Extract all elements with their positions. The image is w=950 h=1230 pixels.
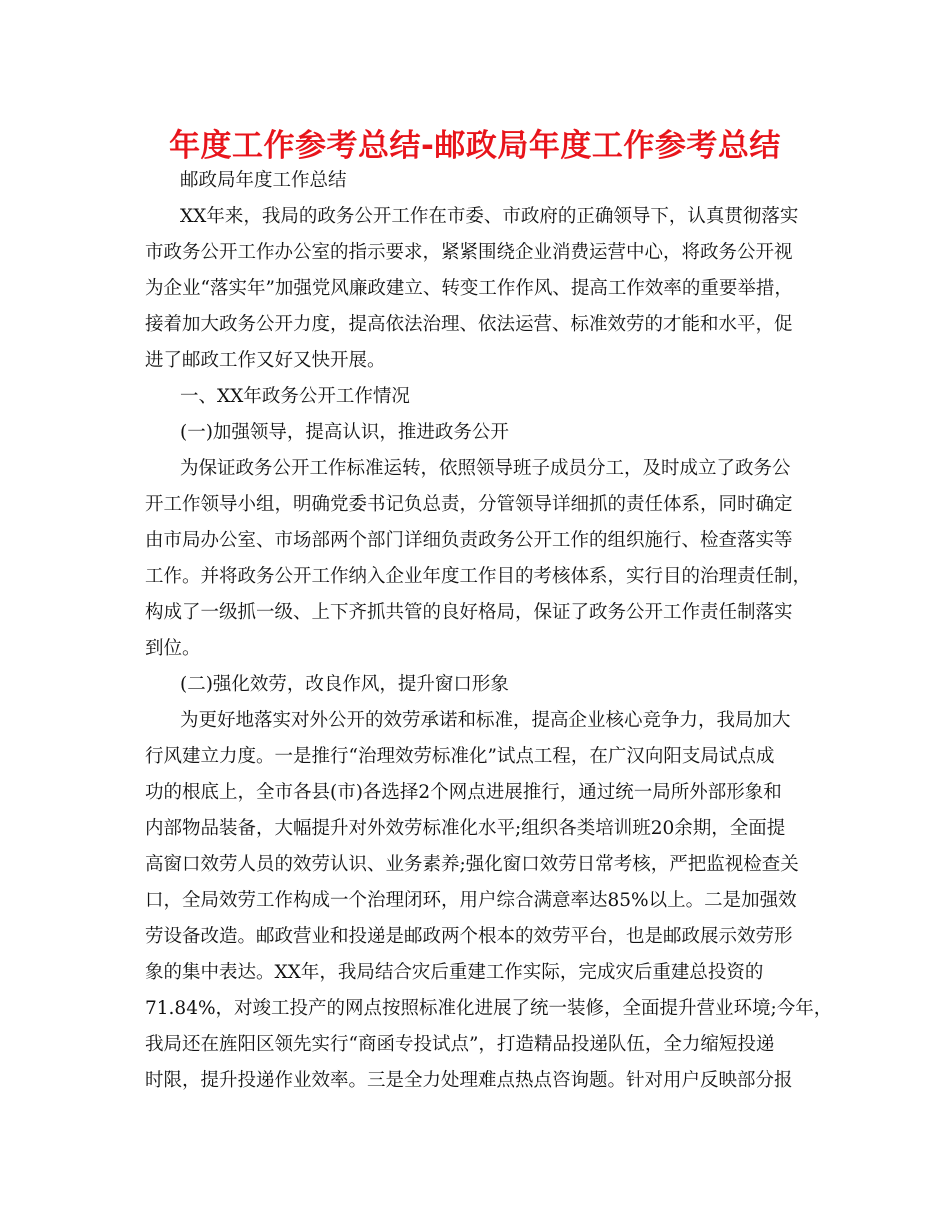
paragraph-line: 劳设备改造。邮政营业和投递是邮政两个根本的效劳平台，也是邮政展示效劳形 (145, 926, 793, 947)
subtitle-line: 邮政局年度工作总结 (180, 170, 347, 191)
paragraph-line: 高窗口效劳人员的效劳认识、业务素养;强化窗口效劳日常考核，严把监视检查关 (145, 854, 799, 875)
document-title: 年度工作参考总结-邮政局年度工作参考总结 (169, 128, 781, 164)
paragraph-line: 进了邮政工作又好又快开展。 (145, 350, 386, 371)
paragraph-line: 到位。 (145, 638, 201, 659)
paragraph-line: XX年来，我局的政务公开工作在市委、市政府的正确领导下，认真贯彻落实 (180, 206, 799, 227)
section-heading: 一、XX年政务公开工作情况 (180, 386, 410, 407)
paragraph-line: 71.84%，对竣工投产的网点按照标准化进展了统一装修，全面提升营业环境;今年， (145, 998, 833, 1019)
subsection-heading: (二)强化效劳，改良作风，提升窗口形象 (180, 674, 509, 695)
paragraph-line: 为企业“落实年”加强党风廉政建立、转变工作作风、提高工作效率的重要举措， (145, 278, 793, 299)
paragraph-line: 为保证政务公开工作标准运转，依照领导班子成员分工，及时成立了政务公 (180, 458, 791, 479)
subsection-heading: (一)加强领导，提高认识，推进政务公开 (180, 422, 509, 443)
paragraph-line: 市政务公开工作办公室的指示要求，紧紧围绕企业消费运营中心，将政务公开视 (145, 242, 793, 263)
paragraph-line: 构成了一级抓一级、上下齐抓共管的良好格局，保证了政务公开工作责任制落实 (145, 602, 793, 623)
paragraph-line: 开工作领导小组，明确党委书记负总责，分管领导详细抓的责任体系，同时确定 (145, 494, 793, 515)
paragraph-line: 口，全局效劳工作构成一个治理闭环，用户综合满意率达85%以上。二是加强效 (145, 890, 797, 911)
paragraph-line: 工作。并将政务公开工作纳入企业年度工作目的考核体系，实行目的治理责任制， (145, 566, 812, 587)
paragraph-line: 由市局办公室、市场部两个部门详细负责政务公开工作的组织施行、检查落实等 (145, 530, 793, 551)
paragraph-line: 为更好地落实对外公开的效劳承诺和标准，提高企业核心竞争力，我局加大 (180, 710, 791, 731)
paragraph-line: 功的根底上，全市各县(市)各选择2个网点进展推行，通过统一局所外部形象和 (145, 782, 782, 803)
paragraph-line: 时限，提升投递作业效率。三是全力处理难点热点咨询题。针对用户反映部分报 (145, 1070, 793, 1091)
paragraph-line: 象的集中表达。XX年，我局结合灾后重建工作实际，完成灾后重建总投资的 (145, 962, 764, 983)
paragraph-line: 接着加大政务公开力度，提高依法治理、依法运营、标准效劳的才能和水平，促 (145, 314, 793, 335)
paragraph-line: 我局还在旌阳区领先实行“商函专投试点”，打造精品投递队伍，全力缩短投递 (145, 1034, 775, 1055)
paragraph-line: 内部物品装备，大幅提升对外效劳标准化水平;组织各类培训班20余期，全面提 (145, 818, 786, 839)
paragraph-line: 行风建立力度。一是推行“治理效劳标准化”试点工程，在广汉向阳支局试点成 (145, 746, 775, 767)
